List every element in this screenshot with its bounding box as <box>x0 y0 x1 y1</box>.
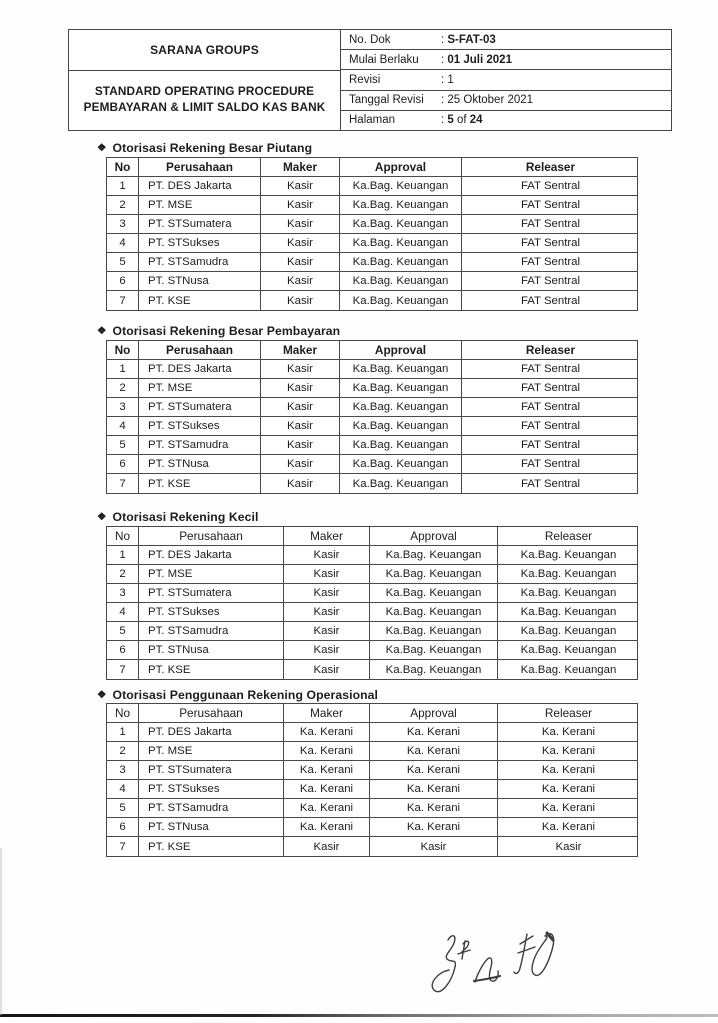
table-cell: PT. DES Jakarta <box>139 360 261 378</box>
table-cell: PT. STSumatera <box>139 215 261 233</box>
table-row <box>107 398 637 417</box>
table-cell: Kasir <box>261 398 340 416</box>
doc-field-row-4 <box>341 111 671 130</box>
table-cell: Ka. Kerani <box>541 764 596 776</box>
table-cell: Kasir <box>370 837 498 856</box>
table-cell: PT. STSukses <box>139 417 261 435</box>
doc-field-value: : 5 of 24 <box>441 114 483 127</box>
table-cell: 6 <box>107 641 139 659</box>
column-header-perusahaan: Perusahaan <box>139 158 261 176</box>
table-cell: 7 <box>107 291 139 310</box>
table-cell: Kasir <box>284 837 370 856</box>
table-cell: PT. KSE <box>139 837 284 856</box>
table-cell: Ka.Bag. Keuangan <box>520 587 617 599</box>
table-row <box>107 837 637 856</box>
table-cell: FAT Sentral <box>520 199 581 211</box>
table-cell: 6 <box>107 272 139 290</box>
column-header-maker: Maker <box>261 158 340 176</box>
table-cell: 6 <box>107 818 139 836</box>
table-cell: PT. MSE <box>139 379 261 397</box>
table-row <box>107 291 637 310</box>
table-row <box>107 546 637 565</box>
table-cell: 3 <box>107 398 139 416</box>
column-header-perusahaan: Perusahaan <box>139 341 261 359</box>
table-cell: Kasir <box>261 272 340 290</box>
table-cell: 7 <box>107 837 139 856</box>
table-cell: Ka.Bag. Keuangan <box>340 474 462 493</box>
table-cell: PT. MSE <box>139 565 284 583</box>
table-cell: Kasir <box>261 291 340 310</box>
scan-edge-bottom <box>0 1014 718 1017</box>
table-cell: 6 <box>107 455 139 473</box>
doc-field-row-2 <box>341 70 671 90</box>
table-cell: 4 <box>107 234 139 252</box>
table-row <box>107 436 637 455</box>
diamond-bullet-icon: ❖ <box>97 688 107 701</box>
column-header-releaser: Releaser <box>544 529 593 543</box>
table-cell: 1 <box>107 546 139 564</box>
table-cell: Ka.Bag. Keuangan <box>520 606 617 618</box>
doc-field-label: Tanggal Revisi <box>349 94 424 107</box>
table-cell: Ka. Kerani <box>541 726 596 738</box>
table-cell: Ka. Kerani <box>541 783 596 795</box>
table-cell: Kasir <box>284 546 370 564</box>
table-cell: Ka. Kerani <box>541 821 596 833</box>
table-cell: Kasir <box>261 455 340 473</box>
table-cell: 5 <box>107 622 139 640</box>
table-cell: Ka. Kerani <box>284 780 370 798</box>
doc-field-value-part: S-FAT-03 <box>447 33 496 46</box>
table-header-row <box>107 341 637 360</box>
table-cell: PT. DES Jakarta <box>139 723 284 741</box>
table-cell: 5 <box>107 799 139 817</box>
table-cell: Kasir <box>261 379 340 397</box>
table-row <box>107 379 637 398</box>
table-cell: FAT Sentral <box>520 180 581 192</box>
table-cell: Kasir <box>261 436 340 454</box>
table-cell: Ka.Bag. Keuangan <box>340 360 462 378</box>
doc-field-row-1 <box>341 50 671 70</box>
table-row <box>107 234 637 253</box>
doc-field-value-part: of <box>453 114 470 127</box>
column-header-maker: Maker <box>284 527 370 545</box>
table-cell: Kasir <box>284 660 370 679</box>
table-row <box>107 723 637 742</box>
doc-field-label: Halaman <box>349 114 396 127</box>
table-cell: Kasir <box>261 196 340 214</box>
section-title-text: Otorisasi Rekening Besar Pembayaran <box>112 324 341 338</box>
column-header-maker: Maker <box>284 704 370 722</box>
table-header-row <box>107 158 637 177</box>
table-cell: 4 <box>107 780 139 798</box>
authorization-table-0 <box>106 157 638 311</box>
column-header-no: No <box>107 158 139 176</box>
doc-field-value: : 25 Oktober 2021 <box>441 94 534 107</box>
table-cell: Ka.Bag. Keuangan <box>370 622 498 640</box>
doc-field-value-part: 25 Oktober 2021 <box>447 94 534 107</box>
table-cell: PT. STNusa <box>139 272 261 290</box>
table-cell: Kasir <box>284 622 370 640</box>
column-header-approval: Approval <box>370 704 498 722</box>
doc-field-label: Mulai Berlaku <box>349 53 419 66</box>
table-cell: FAT Sentral <box>520 363 581 375</box>
table-cell: Kasir <box>261 177 340 195</box>
table-cell: FAT Sentral <box>520 237 581 249</box>
table-cell: Ka.Bag. Keuangan <box>340 455 462 473</box>
column-header-no: No <box>107 704 139 722</box>
table-row <box>107 455 637 474</box>
column-header-releaser: Releaser <box>544 706 593 720</box>
table-row <box>107 742 637 761</box>
column-header-releaser: Releaser <box>525 343 576 357</box>
section-title-text: Otorisasi Rekening Besar Piutang <box>112 141 313 155</box>
table-header-row <box>107 527 637 546</box>
table-header-row <box>107 704 637 723</box>
column-header-approval: Approval <box>370 527 498 545</box>
column-header-approval: Approval <box>340 158 462 176</box>
table-cell: Ka. Kerani <box>541 802 596 814</box>
table-cell: 1 <box>107 723 139 741</box>
table-cell: PT. DES Jakarta <box>139 177 261 195</box>
table-cell: 3 <box>107 215 139 233</box>
table-cell: 5 <box>107 253 139 271</box>
table-cell: Ka.Bag. Keuangan <box>370 660 498 679</box>
table-cell: FAT Sentral <box>520 275 581 287</box>
table-cell: Ka.Bag. Keuangan <box>340 196 462 214</box>
table-cell: PT. STSukses <box>139 234 261 252</box>
table-row <box>107 272 637 291</box>
doc-field-label: Revisi <box>349 74 381 86</box>
table-cell: PT. STNusa <box>139 455 261 473</box>
table-cell: 1 <box>107 360 139 378</box>
table-cell: Ka. Kerani <box>370 723 498 741</box>
table-cell: 4 <box>107 603 139 621</box>
column-header-perusahaan: Perusahaan <box>139 704 284 722</box>
table-cell: Ka.Bag. Keuangan <box>370 641 498 659</box>
table-row <box>107 215 637 234</box>
table-cell: Kasir <box>261 253 340 271</box>
table-cell: Ka.Bag. Keuangan <box>370 565 498 583</box>
authorization-table-3 <box>106 703 638 857</box>
table-row <box>107 622 637 641</box>
table-row <box>107 474 637 493</box>
table-cell: FAT Sentral <box>520 218 581 230</box>
table-row <box>107 584 637 603</box>
table-cell: Kasir <box>261 474 340 493</box>
table-cell: Kasir <box>284 641 370 659</box>
table-cell: FAT Sentral <box>520 294 581 307</box>
table-cell: Ka. Kerani <box>541 745 596 757</box>
table-row <box>107 660 637 679</box>
table-cell: Kasir <box>261 360 340 378</box>
table-cell: Ka. Kerani <box>370 799 498 817</box>
table-cell: Ka. Kerani <box>284 818 370 836</box>
table-cell: Ka.Bag. Keuangan <box>340 234 462 252</box>
diamond-bullet-icon: ❖ <box>97 141 107 154</box>
column-header-no: No <box>107 341 139 359</box>
section-title-2 <box>97 510 259 524</box>
signature-1 <box>432 936 455 992</box>
doc-field-value-part: 01 Juli 2021 <box>447 53 512 66</box>
column-header-no: No <box>107 527 139 545</box>
doc-field-value-part: 5 <box>447 114 454 127</box>
table-cell: Ka. Kerani <box>284 742 370 760</box>
table-cell: FAT Sentral <box>520 458 581 470</box>
table-cell: Ka. Kerani <box>370 780 498 798</box>
table-cell: PT. STSumatera <box>139 584 284 602</box>
table-row <box>107 603 637 622</box>
table-cell: FAT Sentral <box>520 477 581 490</box>
doc-header-left <box>69 30 341 130</box>
table-cell: PT. STSamudra <box>139 253 261 271</box>
table-cell: PT. STNusa <box>139 641 284 659</box>
table-cell: 7 <box>107 474 139 493</box>
section-title-0 <box>97 141 312 155</box>
table-cell: Kasir <box>555 840 582 853</box>
table-cell: FAT Sentral <box>520 256 581 268</box>
company-name: SARANA GROUPS <box>69 30 340 71</box>
doc-field-value: : 01 Juli 2021 <box>441 53 512 66</box>
doc-fields <box>341 30 671 130</box>
table-cell: 2 <box>107 565 139 583</box>
table-row <box>107 177 637 196</box>
doc-field-value: : 1 <box>441 74 454 86</box>
table-cell: Ka.Bag. Keuangan <box>340 398 462 416</box>
table-cell: 5 <box>107 436 139 454</box>
table-cell: 3 <box>107 761 139 779</box>
table-row <box>107 761 637 780</box>
doc-field-row-0 <box>341 30 671 50</box>
doc-title-line1: STANDARD OPERATING PROCEDURE <box>94 84 315 99</box>
doc-title <box>69 71 340 130</box>
signature-ink-icon <box>418 926 563 1004</box>
table-cell: Ka.Bag. Keuangan <box>520 644 617 656</box>
table-cell: Ka.Bag. Keuangan <box>520 549 617 561</box>
table-cell: PT. DES Jakarta <box>139 546 284 564</box>
table-cell: 2 <box>107 196 139 214</box>
signatures-area <box>418 926 563 1009</box>
table-cell: Ka. Kerani <box>370 761 498 779</box>
table-cell: FAT Sentral <box>520 382 581 394</box>
table-cell: PT. MSE <box>139 742 284 760</box>
table-cell: Ka.Bag. Keuangan <box>340 215 462 233</box>
table-row <box>107 799 637 818</box>
section-title-text: Otorisasi Penggunaan Rekening Operasional <box>112 688 379 702</box>
table-cell: PT. STSamudra <box>139 799 284 817</box>
table-cell: Ka.Bag. Keuangan <box>340 436 462 454</box>
table-cell: Ka.Bag. Keuangan <box>340 272 462 290</box>
table-cell: PT. STSukses <box>139 780 284 798</box>
table-cell: 2 <box>107 742 139 760</box>
table-cell: Ka. Kerani <box>284 799 370 817</box>
table-cell: Ka.Bag. Keuangan <box>340 291 462 310</box>
table-cell: Kasir <box>284 584 370 602</box>
doc-title-line2: PEMBAYARAN & LIMIT SALDO KAS BANK <box>83 100 326 115</box>
table-cell: Ka.Bag. Keuangan <box>520 625 617 637</box>
table-row <box>107 196 637 215</box>
table-cell: 7 <box>107 660 139 679</box>
column-header-perusahaan: Perusahaan <box>139 527 284 545</box>
column-header-approval: Approval <box>340 341 462 359</box>
section-title-text: Otorisasi Rekening Kecil <box>112 510 259 524</box>
column-header-maker: Maker <box>261 341 340 359</box>
table-cell: 1 <box>107 177 139 195</box>
table-cell: 3 <box>107 584 139 602</box>
doc-field-value: : S-FAT-03 <box>441 33 496 46</box>
table-cell: Kasir <box>284 603 370 621</box>
doc-field-row-3 <box>341 91 671 111</box>
authorization-table-2 <box>106 526 638 680</box>
diamond-bullet-icon: ❖ <box>97 510 107 523</box>
table-cell: FAT Sentral <box>520 439 581 451</box>
table-row <box>107 641 637 660</box>
table-row <box>107 253 637 272</box>
doc-field-value-part: 24 <box>469 114 483 127</box>
table-row <box>107 818 637 837</box>
table-row <box>107 417 637 436</box>
table-cell: Ka.Bag. Keuangan <box>520 568 617 580</box>
doc-field-value-part: 1 <box>447 74 454 86</box>
table-cell: Ka.Bag. Keuangan <box>520 663 617 676</box>
table-cell: PT. STSukses <box>139 603 284 621</box>
table-cell: PT. STNusa <box>139 818 284 836</box>
section-title-3 <box>97 688 378 702</box>
table-cell: FAT Sentral <box>520 420 581 432</box>
table-cell: Ka.Bag. Keuangan <box>340 177 462 195</box>
column-header-releaser: Releaser <box>525 160 576 174</box>
table-row <box>107 565 637 584</box>
authorization-table-1 <box>106 340 638 494</box>
signature-3-loop <box>532 934 554 976</box>
table-row <box>107 780 637 799</box>
table-cell: Ka.Bag. Keuangan <box>370 546 498 564</box>
doc-header-table <box>68 29 672 131</box>
scan-edge-left <box>0 848 2 1015</box>
table-cell: Ka.Bag. Keuangan <box>340 417 462 435</box>
diamond-bullet-icon: ❖ <box>97 324 107 337</box>
table-row <box>107 360 637 379</box>
table-cell: Ka. Kerani <box>370 742 498 760</box>
table-cell: Ka.Bag. Keuangan <box>340 253 462 271</box>
table-cell: Ka. Kerani <box>370 818 498 836</box>
table-cell: Ka. Kerani <box>284 723 370 741</box>
table-cell: Kasir <box>261 215 340 233</box>
table-cell: Ka.Bag. Keuangan <box>370 603 498 621</box>
table-cell: 4 <box>107 417 139 435</box>
table-cell: Ka. Kerani <box>284 761 370 779</box>
table-cell: PT. STSamudra <box>139 622 284 640</box>
table-cell: PT. STSumatera <box>139 398 261 416</box>
table-cell: PT. KSE <box>139 474 261 493</box>
table-cell: FAT Sentral <box>520 401 581 413</box>
table-cell: Kasir <box>261 417 340 435</box>
table-cell: Ka.Bag. Keuangan <box>340 379 462 397</box>
table-cell: PT. KSE <box>139 291 261 310</box>
table-cell: PT. STSumatera <box>139 761 284 779</box>
table-cell: Ka.Bag. Keuangan <box>370 584 498 602</box>
table-cell: PT. MSE <box>139 196 261 214</box>
section-title-1 <box>97 324 340 338</box>
table-cell: Kasir <box>284 565 370 583</box>
table-cell: Kasir <box>261 234 340 252</box>
table-cell: 2 <box>107 379 139 397</box>
doc-field-label: No. Dok <box>349 33 391 46</box>
table-cell: PT. STSamudra <box>139 436 261 454</box>
table-cell: PT. KSE <box>139 660 284 679</box>
